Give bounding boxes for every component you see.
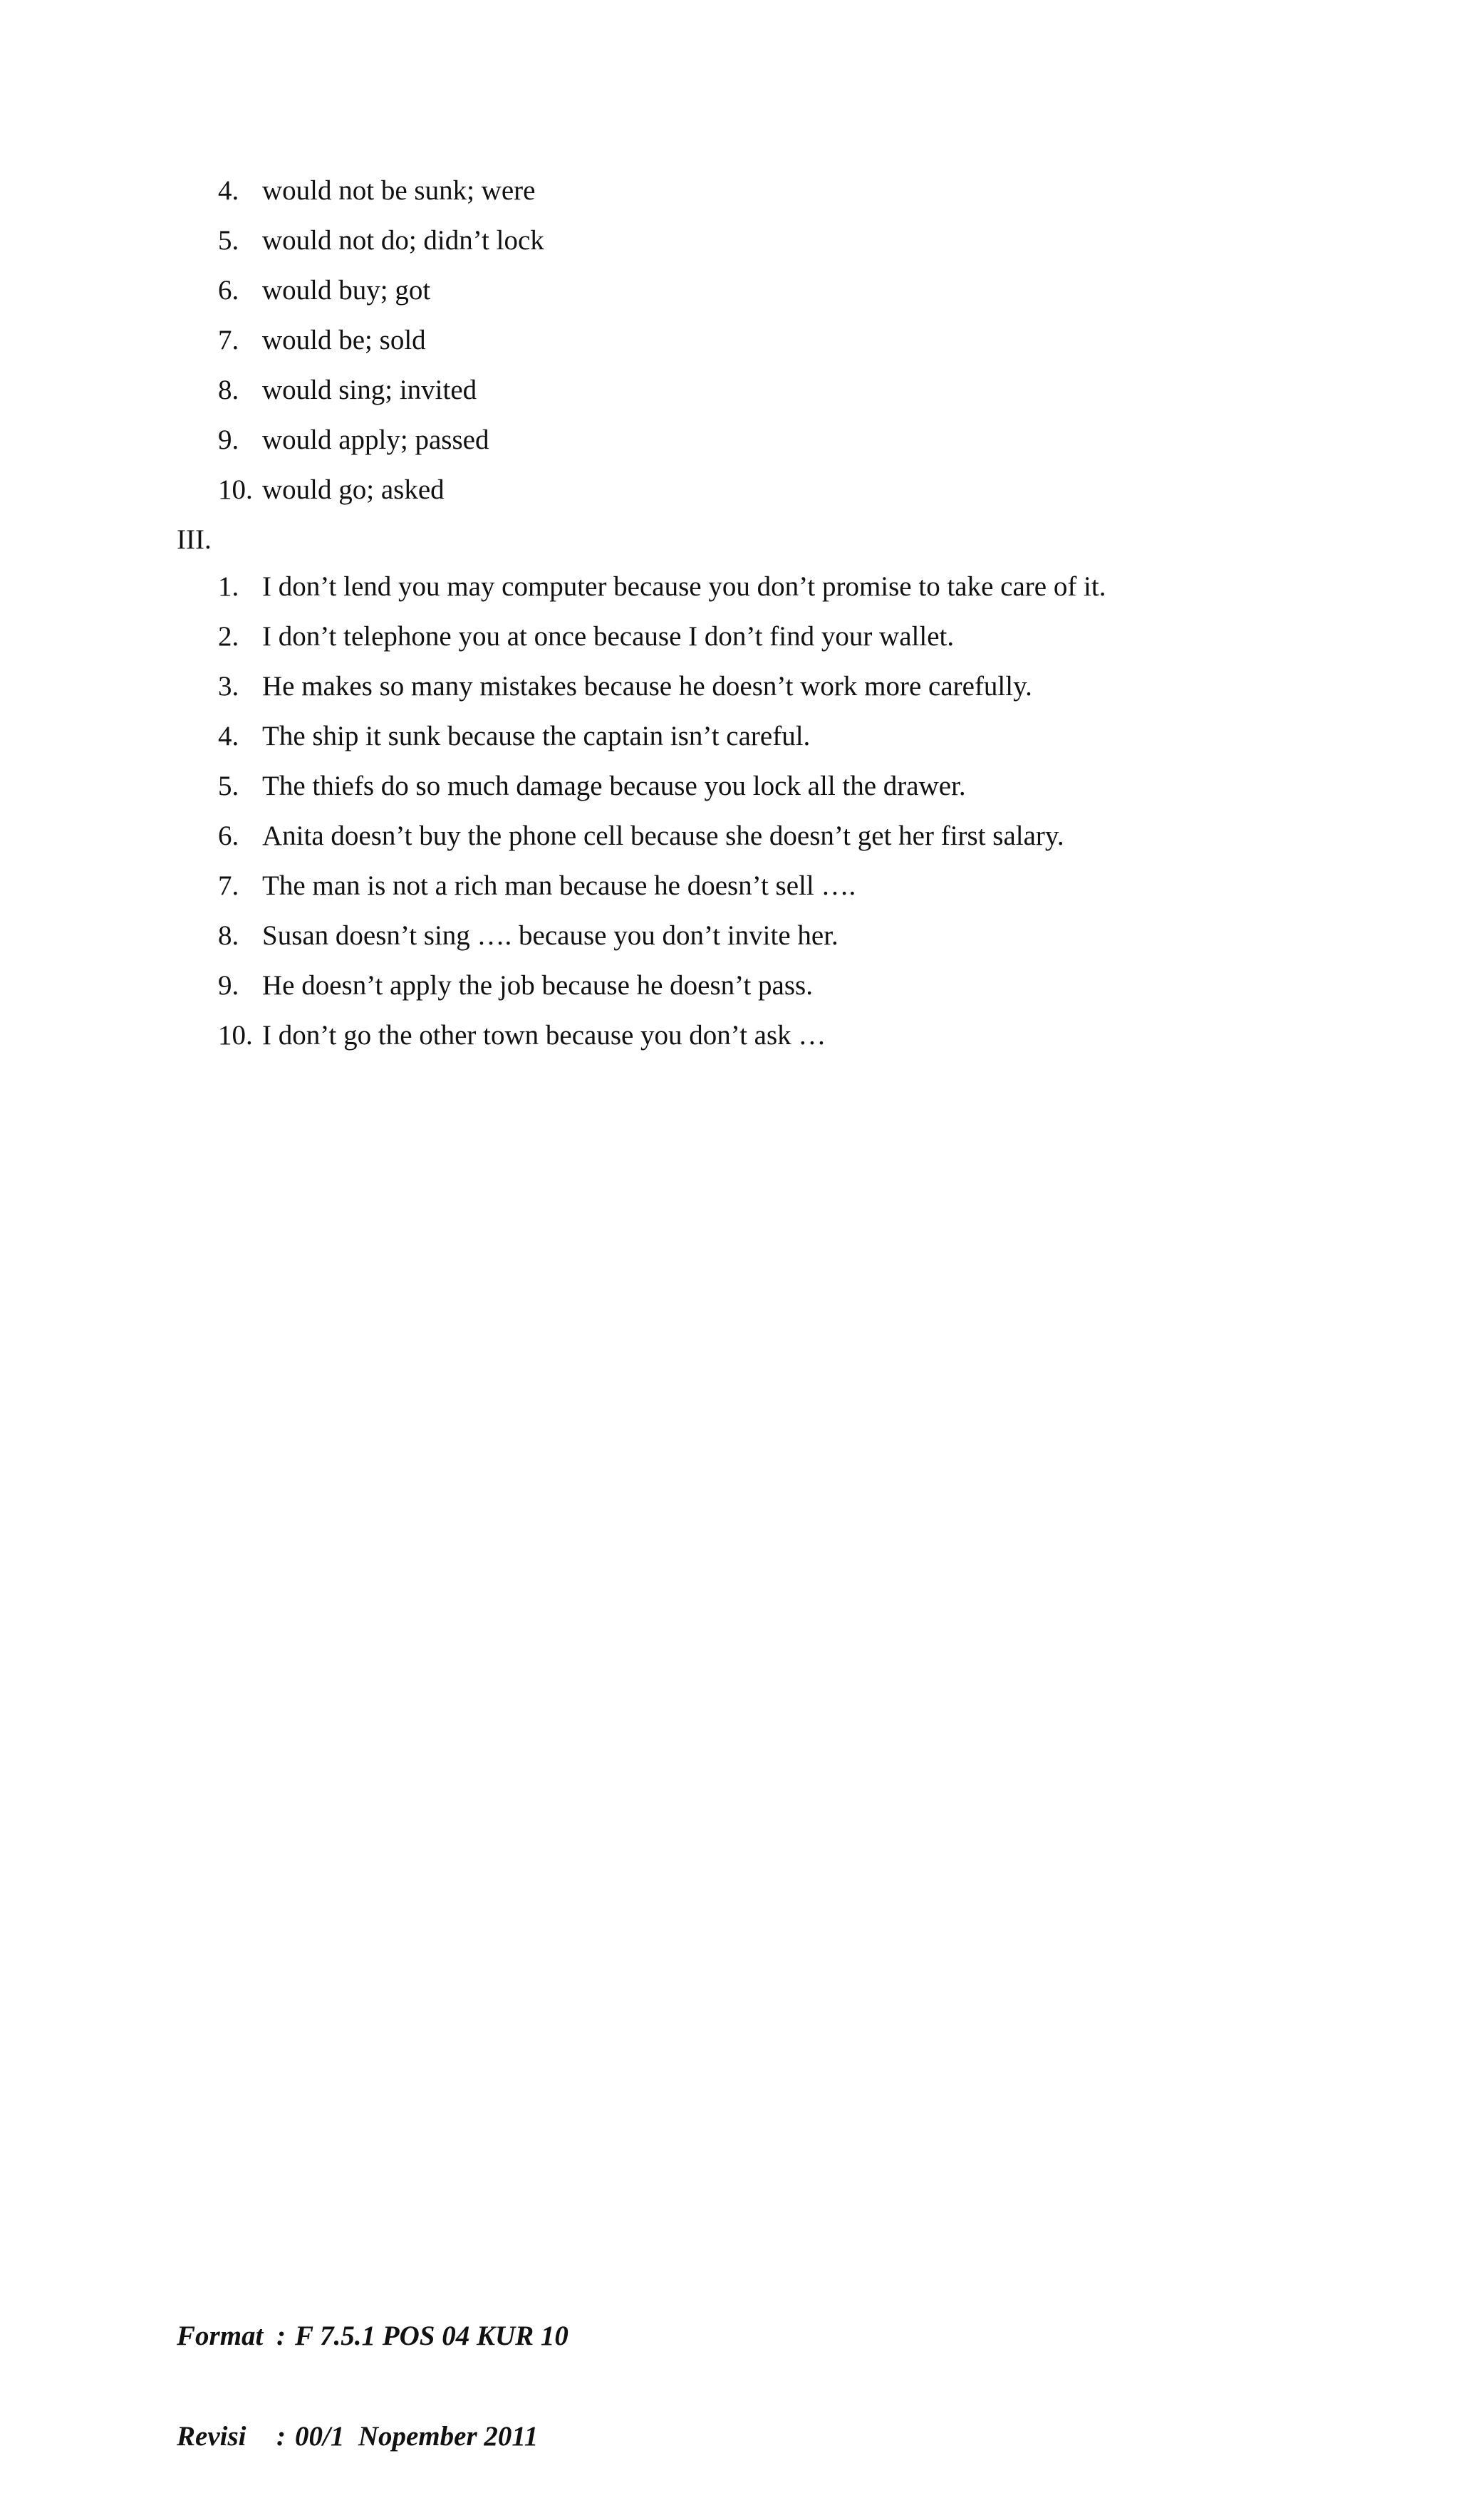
item-text: The ship it sunk because the captain isn’t careful. — [262, 721, 811, 751]
item-number: 3. — [218, 671, 239, 702]
list-item — [218, 268, 544, 318]
item-number: 4. — [218, 721, 239, 751]
list-item — [218, 714, 1106, 764]
item-number: 9. — [218, 970, 239, 1001]
item-number: 10. — [218, 474, 253, 505]
item-number: 8. — [218, 375, 239, 405]
item-text: would apply; passed — [262, 425, 489, 455]
footer-revisi-value: 00/1 Nopember 2011 — [295, 2421, 539, 2452]
item-text: would not be sunk; were — [262, 175, 536, 206]
list-item — [218, 863, 1106, 913]
list-item — [218, 813, 1106, 863]
document-footer — [177, 2252, 568, 2520]
item-number: 6. — [218, 821, 239, 851]
list-item — [218, 963, 1106, 1013]
item-text: Anita doesn’t buy the phone cell because she doesn’t get her first salary. — [262, 821, 1064, 851]
item-text: I don’t telephone you at once because I don’t find your wallet. — [262, 621, 955, 652]
footer-revisi-line — [177, 2420, 568, 2453]
item-number: 2. — [218, 621, 239, 652]
footer-separator: : — [276, 2321, 286, 2351]
item-text: He makes so many mistakes because he doesn’t work more carefully. — [262, 671, 1032, 702]
item-number: 1. — [218, 571, 239, 602]
item-text: I don’t go the other town because you don’t ask … — [262, 1020, 826, 1051]
footer-format-value: F 7.5.1 POS 04 KUR 10 — [295, 2321, 568, 2351]
item-number: 7. — [218, 870, 239, 901]
item-number: 8. — [218, 920, 239, 951]
list-item — [218, 913, 1106, 963]
list-item — [218, 417, 544, 467]
footer-format-label: Format — [177, 2321, 264, 2351]
list-item — [218, 218, 544, 268]
item-number: 6. — [218, 275, 239, 306]
item-number: 5. — [218, 771, 239, 801]
item-number: 4. — [218, 175, 239, 206]
answer-list-part-ii — [218, 168, 544, 517]
item-text: would be; sold — [262, 325, 426, 355]
footer-format-line — [177, 2319, 568, 2353]
item-number: 5. — [218, 225, 239, 256]
list-item — [218, 168, 544, 218]
item-text: He doesn’t apply the job because he doesn’t pass. — [262, 970, 813, 1001]
item-text: Susan doesn’t sing …. because you don’t invite her. — [262, 920, 838, 951]
list-item — [218, 614, 1106, 664]
answer-list-part-iii — [218, 564, 1106, 1063]
footer-separator: : — [276, 2421, 286, 2452]
item-text: would go; asked — [262, 474, 445, 505]
item-text: The thiefs do so much damage because you lock all the drawer. — [262, 771, 966, 801]
list-item — [218, 564, 1106, 614]
list-item — [218, 764, 1106, 813]
item-number: 9. — [218, 425, 239, 455]
item-text: would buy; got — [262, 275, 431, 306]
list-item — [218, 318, 544, 368]
item-text: would sing; invited — [262, 375, 477, 405]
list-item — [218, 368, 544, 417]
list-item — [218, 1013, 1106, 1063]
section-heading-iii: III. — [177, 524, 212, 555]
footer-revisi-label: Revisi — [177, 2421, 246, 2452]
item-number: 10. — [218, 1020, 253, 1051]
item-text: would not do; didn’t lock — [262, 225, 544, 256]
list-item — [218, 664, 1106, 714]
item-text: The man is not a rich man because he doesn’t sell …. — [262, 870, 856, 901]
item-number: 7. — [218, 325, 239, 355]
item-text: I don’t lend you may computer because you don’t promise to take care of it. — [262, 571, 1106, 602]
list-item — [218, 467, 544, 517]
